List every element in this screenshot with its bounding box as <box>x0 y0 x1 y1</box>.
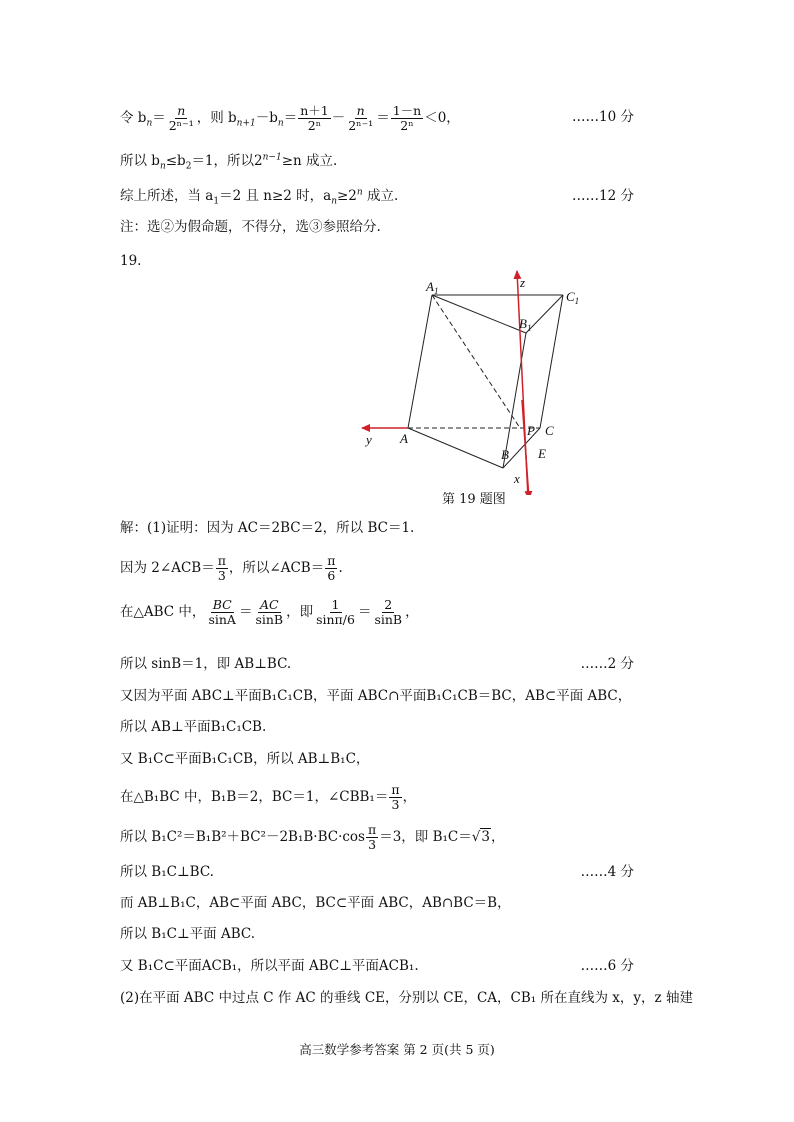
problem-number: 19. <box>120 253 142 269</box>
solution-line-11: 而 AB⊥B₁C，AB⊂平面 ABC，BC⊂平面 ABC，AB∩BC＝B， <box>120 895 511 911</box>
label-c: C <box>545 423 554 438</box>
fraction: $\frac{\pi}{3}$ <box>367 822 377 852</box>
solution-line-5: 又因为平面 ABC⊥平面B₁C₁CB，平面 ABC∩平面B₁C₁CB＝BC，AB⊂平面 ABC， <box>120 688 632 704</box>
fraction: $\frac{\pi}{3}$ <box>391 782 400 812</box>
text-line-3: 综上所述，当 $a_1=2$ 且 n≥2 时，$a_n\ge 2^n$ 成立. <box>120 187 399 207</box>
page-footer: 高三数学参考答案 第 2 页(共 5 页) <box>299 1042 495 1057</box>
label-b1: $B_1$ <box>519 316 532 333</box>
solution-line-6: 所以 AB⊥平面B₁C₁CB. <box>120 719 267 735</box>
solution-line-12: 所以 B₁C⊥平面 ABC. <box>120 926 255 942</box>
solution-line-13: 又 B₁C⊂平面ACB₁，所以平面 ABC⊥平面ACB₁. <box>120 958 419 974</box>
text-line-1: 令 $b_n=$ $\frac{n}{\text{2ⁿ⁻¹}}$ ，则 $b_{n+1}-b_n=$ $\frac{n+1}{\text{2ⁿ}}$ － $\frac{n}{\text{2ⁿ⁻¹}}$ ＝ $\frac{1-n}{\text{2ⁿ}}$ ＜0， <box>120 103 460 133</box>
solution-line-8: 在△B₁BC 中，B₁B＝2，BC＝1，∠CBB₁＝ $\frac{\pi}{3}$ ， <box>120 782 417 812</box>
label-c1: $C_1$ <box>566 289 580 306</box>
solution-line-1: 解：(1)证明：因为 AC＝2BC＝2，所以 BC＝1. <box>120 520 415 536</box>
solution-line-3: 在△ABC 中， $\frac{BC}{\sin A}$ ＝ $\frac{AC}{\sin B}$ ，即 $\frac{1}{\sin\pi/6}$ ＝ $\frac{2}{\sin B}$ ， <box>120 597 419 627</box>
fraction: $\frac{\pi}{3}$ <box>217 553 226 583</box>
edge-a1-a <box>408 295 432 428</box>
text-line-2: 所以 $b_n\le b_2=1$，所以$2^{n-1}\ge n$ 成立. <box>120 152 338 172</box>
score-4: ……4 分 <box>580 864 634 880</box>
label-p: P <box>527 423 535 438</box>
solution-line-4: 所以 sinB＝1，即 AB⊥BC. <box>120 656 292 672</box>
text-line-note: 注：选②为假命题，不得分，选③参照给分. <box>120 219 381 235</box>
fraction: $\frac{AC}{\sin B}$ <box>255 597 284 627</box>
edge-a1-b1 <box>432 295 526 333</box>
solution-line-10: 所以 B₁C⊥BC. <box>120 864 214 880</box>
label-e: E <box>538 446 546 461</box>
score-6: ……6 分 <box>580 958 634 974</box>
label-y: y <box>366 432 372 447</box>
solution-line-7: 又 B₁C⊂平面B₁C₁CB，所以 AB⊥B₁C， <box>120 751 370 767</box>
label-a: A <box>400 431 408 446</box>
edge-a-b <box>408 428 503 468</box>
fraction: $\frac{n+1}{\text{2ⁿ}}$ <box>300 103 329 133</box>
score-12: ……12 分 <box>572 188 634 204</box>
axis-x-arrow <box>522 400 529 495</box>
score-10: ……10 分 <box>572 109 634 125</box>
fraction: $\frac{1-n}{\text{2ⁿ}}$ <box>392 103 422 133</box>
score-2: ……2 分 <box>580 656 634 672</box>
label-b: B <box>501 447 509 462</box>
prism-figure <box>340 265 600 495</box>
solution-line-2: 因为 2∠ACB＝ $\frac{\pi}{3}$ ，所以∠ACB＝ $\frac{\pi}{6}$ . <box>120 553 343 583</box>
fraction: $\frac{1}{\sin\pi/6}$ <box>316 597 355 627</box>
segment-a1-p-dashed <box>432 295 520 428</box>
label-z: z <box>520 275 526 290</box>
label-x: x <box>514 471 520 486</box>
fraction: $\frac{\pi}{6}$ <box>327 553 336 583</box>
solution-line-9: 所以 B₁C²＝B₁B²＋BC²－2B₁B·BC·cos $\frac{\pi}{3}$ ＝3，即 B₁C＝√3， <box>120 822 505 852</box>
solution-line-14: (2)在平面 ABC 中过点 C 作 AC 的垂线 CE，分别以 CE，CA，CB₁ 所在直线为 x，y，z 轴建 <box>120 990 693 1006</box>
fraction: $\frac{2}{\sin B}$ <box>374 597 403 627</box>
fraction: $\frac{n}{\text{2ⁿ⁻¹}}$ <box>168 103 194 133</box>
fraction: $\frac{n}{\text{2ⁿ⁻¹}}$ <box>348 103 374 133</box>
fraction: $\frac{BC}{\sin A}$ <box>208 597 236 627</box>
label-a1: $A_1$ <box>426 279 439 296</box>
figure-caption: 第 19 题图 <box>442 492 506 507</box>
